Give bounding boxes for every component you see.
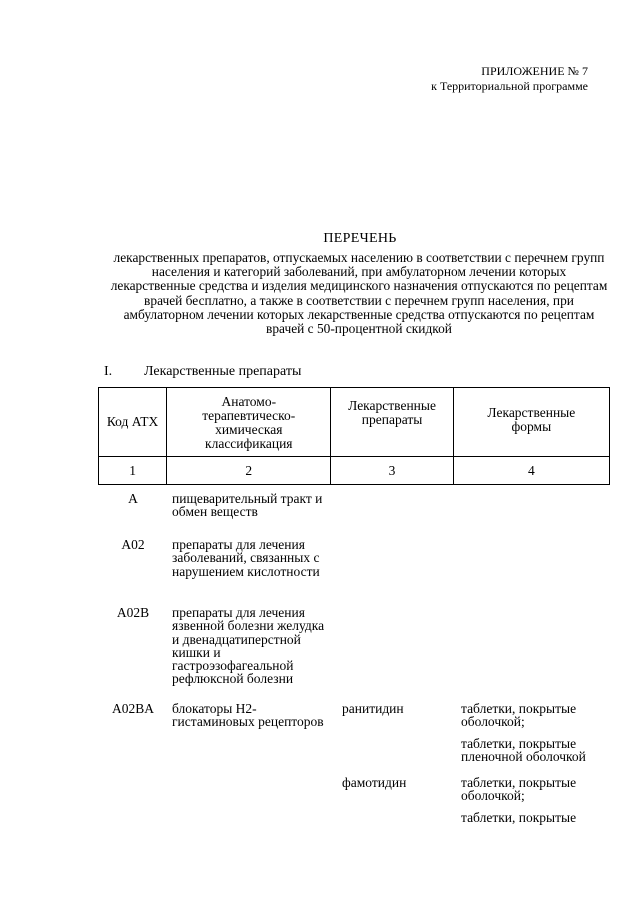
document-intro: лекарственных препаратов, отпускаемых населению в соответствии с перечнем групп населения и категорий заболеваний, при амбулаторном лечении которых лекарственные средства и изделия медицинского назначения отпускаются по рецептам врачей бесплатно, а также в соответствии с перечнем групп населения, при амбулаторном лечении которых лекарственные средства отпускаются по рецептам врачей с 50-процентной скидкой bbox=[110, 250, 608, 337]
atc-description: препараты для лечения заболеваний, связанных с нарушением кислотности bbox=[172, 537, 320, 579]
atc-description: пищеварительный тракт и обмен веществ bbox=[172, 491, 323, 520]
section-number: I. bbox=[104, 364, 113, 379]
header-num-2: 2 bbox=[167, 457, 331, 485]
header-code: Код АТХ bbox=[99, 388, 167, 457]
drug-forms bbox=[461, 702, 611, 771]
appendix-reference: к Территориальной программе bbox=[431, 79, 588, 93]
section-title: Лекарственные препараты bbox=[144, 364, 302, 379]
atc-description: препараты для лечения язвенной болезни желудка и двенадцатиперстной кишки и гастроэзофагеальной рефлюксной болезни bbox=[172, 605, 325, 687]
drug-forms bbox=[461, 776, 611, 832]
drug-form: таблетки, покрытые пленочной оболочкой bbox=[461, 735, 586, 764]
drug-table-header bbox=[98, 387, 610, 485]
appendix-label bbox=[431, 64, 588, 94]
header-classification: Анатомо-терапевтическо-химическая классификация bbox=[167, 388, 331, 457]
header-num-4: 4 bbox=[453, 457, 609, 485]
header-num-1: 1 bbox=[99, 457, 167, 485]
drug-name: ранитидин bbox=[342, 701, 404, 716]
drug-form: таблетки, покрытые оболочкой; bbox=[461, 775, 577, 804]
header-drugs: Лекарственные препараты bbox=[331, 388, 453, 457]
section-heading bbox=[104, 364, 301, 380]
drug-form: таблетки, покрытые bbox=[461, 809, 577, 825]
atc-code: A02 bbox=[121, 537, 145, 552]
document-title: ПЕРЕЧЕНЬ bbox=[323, 231, 397, 246]
atc-code: A bbox=[128, 491, 138, 506]
drug-form: таблетки, покрытые оболочкой; bbox=[461, 701, 577, 730]
header-forms: Лекарственные формы bbox=[453, 388, 609, 457]
atc-description: блокаторы H2-гистаминовых рецепторов bbox=[172, 701, 324, 730]
atc-code: A02B bbox=[116, 605, 150, 620]
drug-name: фамотидин bbox=[342, 775, 407, 790]
atc-code: A02BA bbox=[111, 701, 154, 716]
appendix-number: ПРИЛОЖЕНИЕ № 7 bbox=[481, 64, 588, 78]
header-num-3: 3 bbox=[331, 457, 453, 485]
